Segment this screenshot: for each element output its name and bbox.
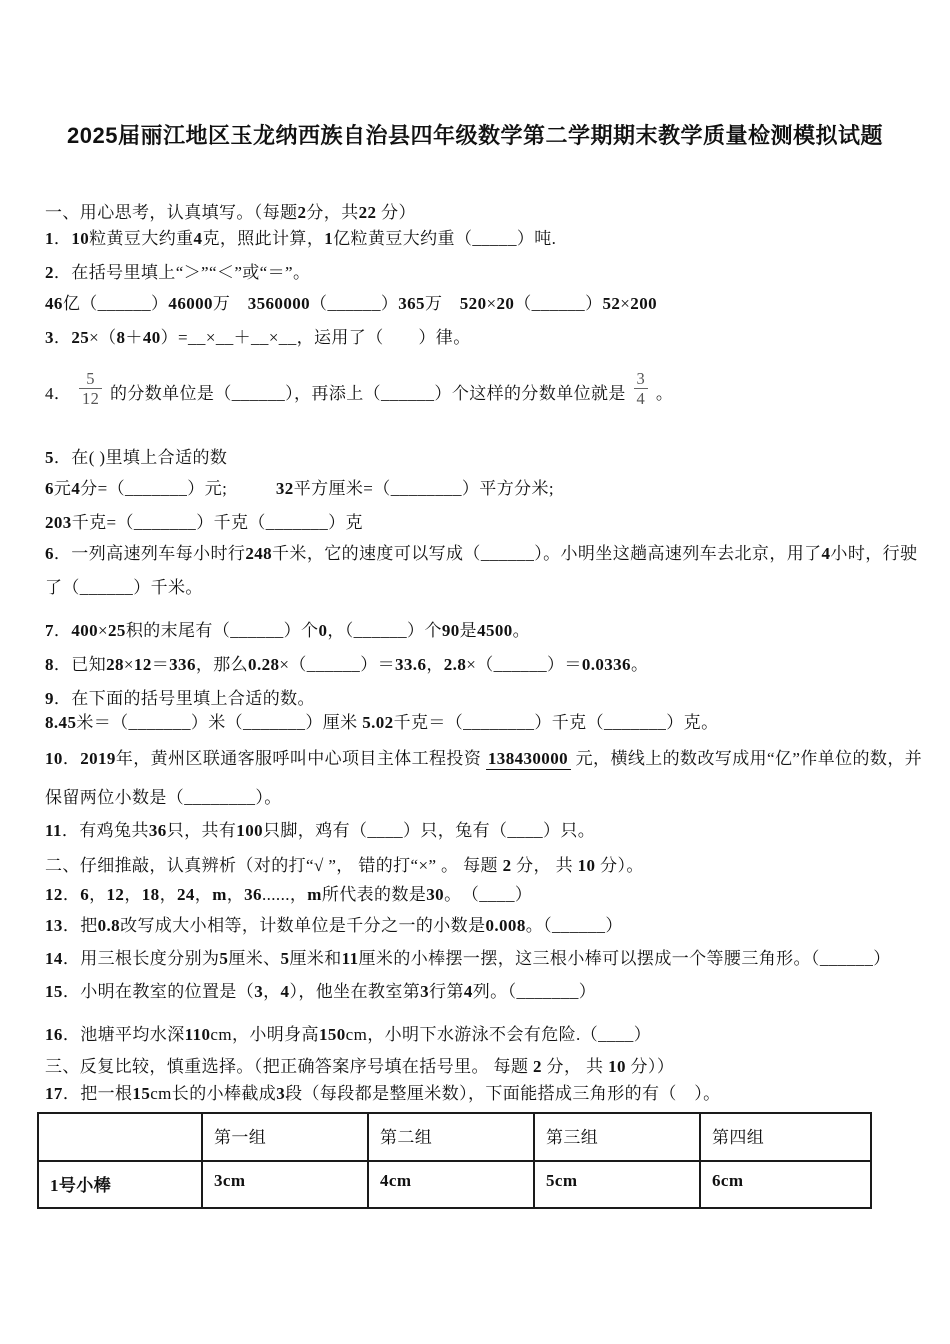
question-10-line1 [45,748,922,770]
table-header-row [38,1113,871,1161]
question-1: 1．10粒黄豆大约重4克，照此计算，1亿粒黄豆大约重（_____）吨. [45,229,557,248]
question-3: 3．25×（8＋40）=__×__＋__×__，运用了（ ）律。 [45,328,471,347]
question-4-period: 。 [655,384,674,403]
section2-heading: 二、仔细推敲，认真辨析（对的打“√ ”， 错的打“×” 。 每题 2 分， 共 10 分）。 [45,856,644,875]
fraction-5-12: $\frac{5}{12}$ [79,369,102,408]
question-5-line2: 203千克=（_______）千克（_______）克 [45,513,363,532]
question-5-sqcm-blank: 32平方厘米=（________）平方分米; [275,479,555,498]
table-header-group4: 第四组 [700,1113,871,1161]
question-2-compare-line: 46亿（______）46000万 3560000（______）365万 520×20（______）52×200 [45,294,657,313]
question-2: 2．在括号里填上“＞”“＜”或“＝”。 [45,263,311,282]
question-10-underlined-number: 138430000 [486,749,571,770]
question-13: 13．把0.8改写成大小相等，计数单位是千分之一的小数是0.008。（______） [45,916,623,935]
fraction-3-4: $\frac{3}{4}$ [634,369,649,408]
question-5-line1 [45,478,554,500]
question-17-options-table [37,1112,872,1209]
question-9: 9．在下面的括号里填上合适的数。 [45,689,315,708]
question-5-yuan-blank: 6元4分=（_______）元; [45,479,228,498]
page-title: 2025届丽江地区玉龙纳西族自治县四年级数学第二学期期末教学质量检测模拟试题 [67,122,883,148]
question-10-line2: 保留两位小数是（________）。 [45,788,282,807]
question-4-text: 的分数单位是（______），再添上（______）个这样的分数单位就是 [109,384,626,403]
question-11: 11．有鸡兔共36只，共有100只脚，鸡有（____）只，兔有（____）只。 [45,821,596,840]
question-15: 15．小明在教室的位置是（3，4），他坐在教室第3行第4列。（_______） [45,982,597,1001]
question-6-line1: 6．一列高速列车每小时行248千米，它的速度可以写成（______）。小明坐这趟高速列车去北京，用了4小时，行驶 [45,544,918,563]
question-7: 7．400×25积的末尾有（______）个0，（______）个90是4500。 [45,621,531,640]
question-12: 12．6，12，18，24，m，36......，m所代表的数是30。 （____） [45,885,533,904]
table-header-empty [38,1113,202,1161]
table-header-group2: 第二组 [368,1113,534,1161]
question-10-text-start: 10．2019年，黄州区联通客服呼叫中心项目主体工程投资 [45,749,482,768]
table-row-stick1 [38,1161,871,1208]
table-header-group3: 第三组 [534,1113,700,1161]
table-cell-group3: 5cm [534,1161,700,1208]
table-cell-group2: 4cm [368,1161,534,1208]
table-header-group1: 第一组 [202,1113,368,1161]
section1-heading: 一、用心思考，认真填写。（每题2分，共22 分） [45,203,416,222]
table-cell-group4: 6cm [700,1161,871,1208]
question-4-number: 4． [45,384,72,403]
table-cell-group1: 3cm [202,1161,368,1208]
table-row-label: 1号小棒 [38,1161,202,1208]
question-10-text-end: 元，横线上的数改写成用“亿”作单位的数，并 [575,749,923,768]
question-4 [45,366,674,408]
question-16: 16．池塘平均水深110cm，小明身高150cm，小明下水游泳不会有危险.（____） [45,1025,652,1044]
question-14: 14．用三根长度分别为5厘米、5厘米和11厘米的小棒摆一摆，这三根小棒可以摆成一个等腰三角形。（______） [45,949,891,968]
question-5: 5．在( )里填上合适的数 [45,448,228,467]
section3-heading: 三、反复比较，慎重选择。（把正确答案序号填在括号里。 每题 2 分， 共 10 分）） [45,1057,675,1076]
question-6-line2: 了（______）千米。 [45,578,203,597]
question-17: 17．把一根15cm长的小棒截成3段（每段都是整厘米数），下面能搭成三角形的有（ ）。 [45,1084,721,1103]
question-9-line: 8.45米＝（_______）米（_______）厘米 5.02千克＝（________）千克（_______）克。 [45,713,719,732]
question-8: 8．已知28×12＝336，那么0.28×（______）＝33.6，2.8×（______）＝0.0336。 [45,655,649,674]
